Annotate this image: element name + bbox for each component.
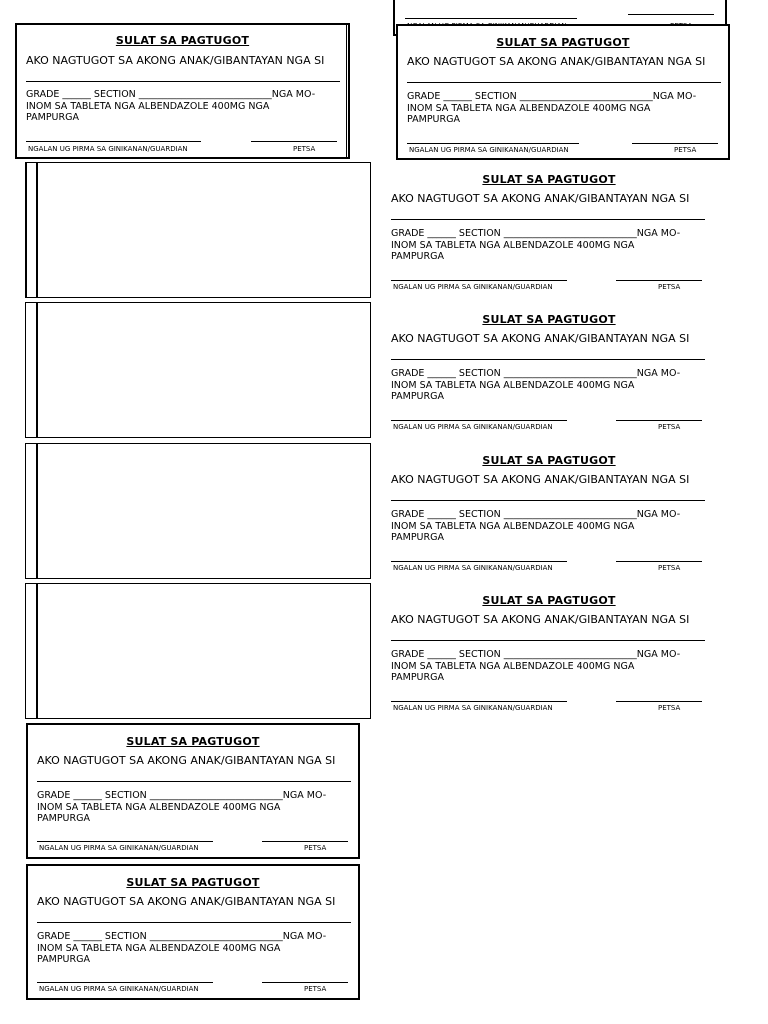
date-line xyxy=(262,982,348,983)
date-line xyxy=(628,14,714,15)
grade-section-text: GRADE ______ SECTION ____________________________NGA MO- xyxy=(391,509,681,520)
box-edge xyxy=(36,162,38,298)
grade-section-text: GRADE ______ SECTION ____________________________NGA MO- xyxy=(26,89,316,100)
form-title: SULAT SA PAGTUGOT xyxy=(482,313,616,326)
form-body xyxy=(37,931,357,966)
signature-line xyxy=(26,141,201,142)
pampurga-text: PAMPURGA xyxy=(391,251,444,262)
date-line xyxy=(616,420,702,421)
pampurga-text: PAMPURGA xyxy=(391,391,444,402)
date-line xyxy=(616,561,702,562)
name-line xyxy=(391,219,705,220)
form-body xyxy=(391,509,711,544)
tablet-text: INOM SA TABLETA NGA ALBENDAZOLE 400MG NGA xyxy=(391,520,635,532)
signature-line xyxy=(391,561,567,562)
date-line xyxy=(616,701,702,702)
signature-label: NGALAN UG PIRMA SA GINIKANAN/GUARDIAN xyxy=(39,985,199,993)
date-label: PETSA xyxy=(304,844,327,852)
signature-line xyxy=(391,280,567,281)
form-body xyxy=(391,368,711,403)
name-line xyxy=(37,781,351,782)
date-label: PETSA xyxy=(658,564,681,572)
tablet-text: INOM SA TABLETA NGA ALBENDAZOLE 400MG NGA xyxy=(407,102,651,114)
form-title: SULAT SA PAGTUGOT xyxy=(126,876,260,889)
signature-line xyxy=(407,143,579,144)
form-body xyxy=(391,228,711,263)
date-line xyxy=(616,280,702,281)
name-line xyxy=(391,640,705,641)
date-label: PETSA xyxy=(658,283,681,291)
box-edge xyxy=(36,302,38,438)
consent-form-card xyxy=(382,444,716,580)
pampurga-text: PAMPURGA xyxy=(26,112,79,123)
form-body xyxy=(407,91,727,126)
date-label: PETSA xyxy=(658,704,681,712)
name-line xyxy=(391,359,705,360)
form-title: SULAT SA PAGTUGOT xyxy=(482,173,616,186)
form-intro: AKO NAGTUGOT SA AKONG ANAK/GIBANTAYAN NGA SI xyxy=(37,754,336,767)
date-line xyxy=(632,143,718,144)
form-intro: AKO NAGTUGOT SA AKONG ANAK/GIBANTAYAN NGA SI xyxy=(26,54,325,67)
form-title: SULAT SA PAGTUGOT xyxy=(482,594,616,607)
signature-label: NGALAN UG PIRMA SA GINIKANAN/GUARDIAN xyxy=(393,704,553,712)
form-body xyxy=(37,790,357,825)
grade-section-text: GRADE ______ SECTION ____________________________NGA MO- xyxy=(37,931,327,942)
form-intro: AKO NAGTUGOT SA AKONG ANAK/GIBANTAYAN NGA SI xyxy=(391,473,690,486)
name-line xyxy=(391,500,705,501)
tablet-text: INOM SA TABLETA NGA ALBENDAZOLE 400MG NGA xyxy=(26,100,270,112)
consent-form-card xyxy=(382,584,716,720)
grade-section-text: GRADE ______ SECTION ____________________________NGA MO- xyxy=(37,790,327,801)
tablet-text: INOM SA TABLETA NGA ALBENDAZOLE 400MG NGA xyxy=(391,660,635,672)
blank-box xyxy=(25,162,371,298)
consent-form-card xyxy=(26,864,360,1000)
box-edge xyxy=(36,443,38,579)
consent-form-card xyxy=(382,163,716,299)
tablet-text: INOM SA TABLETA NGA ALBENDAZOLE 400MG NGA xyxy=(37,942,281,954)
box-edge xyxy=(346,23,347,159)
blank-box xyxy=(25,443,371,579)
tablet-text: INOM SA TABLETA NGA ALBENDAZOLE 400MG NGA xyxy=(37,801,281,813)
grade-section-text: GRADE ______ SECTION ____________________________NGA MO- xyxy=(391,228,681,239)
name-line xyxy=(26,81,340,82)
signature-line xyxy=(391,701,567,702)
signature-label: NGALAN UG PIRMA SA GINIKANAN/GUARDIAN xyxy=(393,564,553,572)
date-label: PETSA xyxy=(293,145,316,153)
signature-line xyxy=(391,420,567,421)
date-label: PETSA xyxy=(304,985,327,993)
form-title: SULAT SA PAGTUGOT xyxy=(126,735,260,748)
signature-line xyxy=(37,982,213,983)
pampurga-text: PAMPURGA xyxy=(391,532,444,543)
signature-label: NGALAN UG PIRMA SA GINIKANAN/GUARDIAN xyxy=(39,844,199,852)
signature-label: NGALAN UG PIRMA SA GINIKANAN/GUARDIAN xyxy=(393,283,553,291)
form-title: SULAT SA PAGTUGOT xyxy=(115,34,250,47)
grade-section-text: GRADE ______ SECTION ____________________________NGA MO- xyxy=(391,649,681,660)
pampurga-text: PAMPURGA xyxy=(37,813,90,824)
blank-box xyxy=(25,302,371,438)
signature-label: NGALAN UG PIRMA SA GINIKANAN/GUARDIAN xyxy=(393,423,553,431)
form-body xyxy=(26,89,346,124)
form-intro: AKO NAGTUGOT SA AKONG ANAK/GIBANTAYAN NGA SI xyxy=(391,332,690,345)
date-label: PETSA xyxy=(658,423,681,431)
date-line xyxy=(262,841,348,842)
pampurga-text: PAMPURGA xyxy=(407,114,460,125)
consent-form-card xyxy=(15,23,350,159)
consent-form-card xyxy=(396,24,730,160)
form-intro: AKO NAGTUGOT SA AKONG ANAK/GIBANTAYAN NGA SI xyxy=(391,192,690,205)
form-title: SULAT SA PAGTUGOT xyxy=(496,36,630,49)
form-intro: AKO NAGTUGOT SA AKONG ANAK/GIBANTAYAN NGA SI xyxy=(391,613,690,626)
consent-form-card xyxy=(26,723,360,859)
signature-label: NGALAN UG PIRMA SA GINIKANAN/GUARDIAN xyxy=(28,145,188,153)
form-body xyxy=(391,649,711,684)
grade-section-text: GRADE ______ SECTION ____________________________NGA MO- xyxy=(407,91,697,102)
date-line xyxy=(251,141,337,142)
box-edge xyxy=(36,583,38,719)
date-label: PETSA xyxy=(674,146,697,154)
signature-label: NGALAN UG PIRMA SA GINIKANAN/GUARDIAN xyxy=(409,146,569,154)
pampurga-text: PAMPURGA xyxy=(391,672,444,683)
signature-line xyxy=(37,841,213,842)
signature-line xyxy=(405,18,577,19)
consent-form-card xyxy=(382,303,716,439)
pampurga-text: PAMPURGA xyxy=(37,954,90,965)
blank-box xyxy=(25,583,371,719)
tablet-text: INOM SA TABLETA NGA ALBENDAZOLE 400MG NGA xyxy=(391,379,635,391)
name-line xyxy=(37,922,351,923)
form-intro: AKO NAGTUGOT SA AKONG ANAK/GIBANTAYAN NGA SI xyxy=(407,55,706,68)
form-intro: AKO NAGTUGOT SA AKONG ANAK/GIBANTAYAN NGA SI xyxy=(37,895,336,908)
form-title: SULAT SA PAGTUGOT xyxy=(482,454,616,467)
name-line xyxy=(407,82,721,83)
tablet-text: INOM SA TABLETA NGA ALBENDAZOLE 400MG NGA xyxy=(391,239,635,251)
grade-section-text: GRADE ______ SECTION ____________________________NGA MO- xyxy=(391,368,681,379)
